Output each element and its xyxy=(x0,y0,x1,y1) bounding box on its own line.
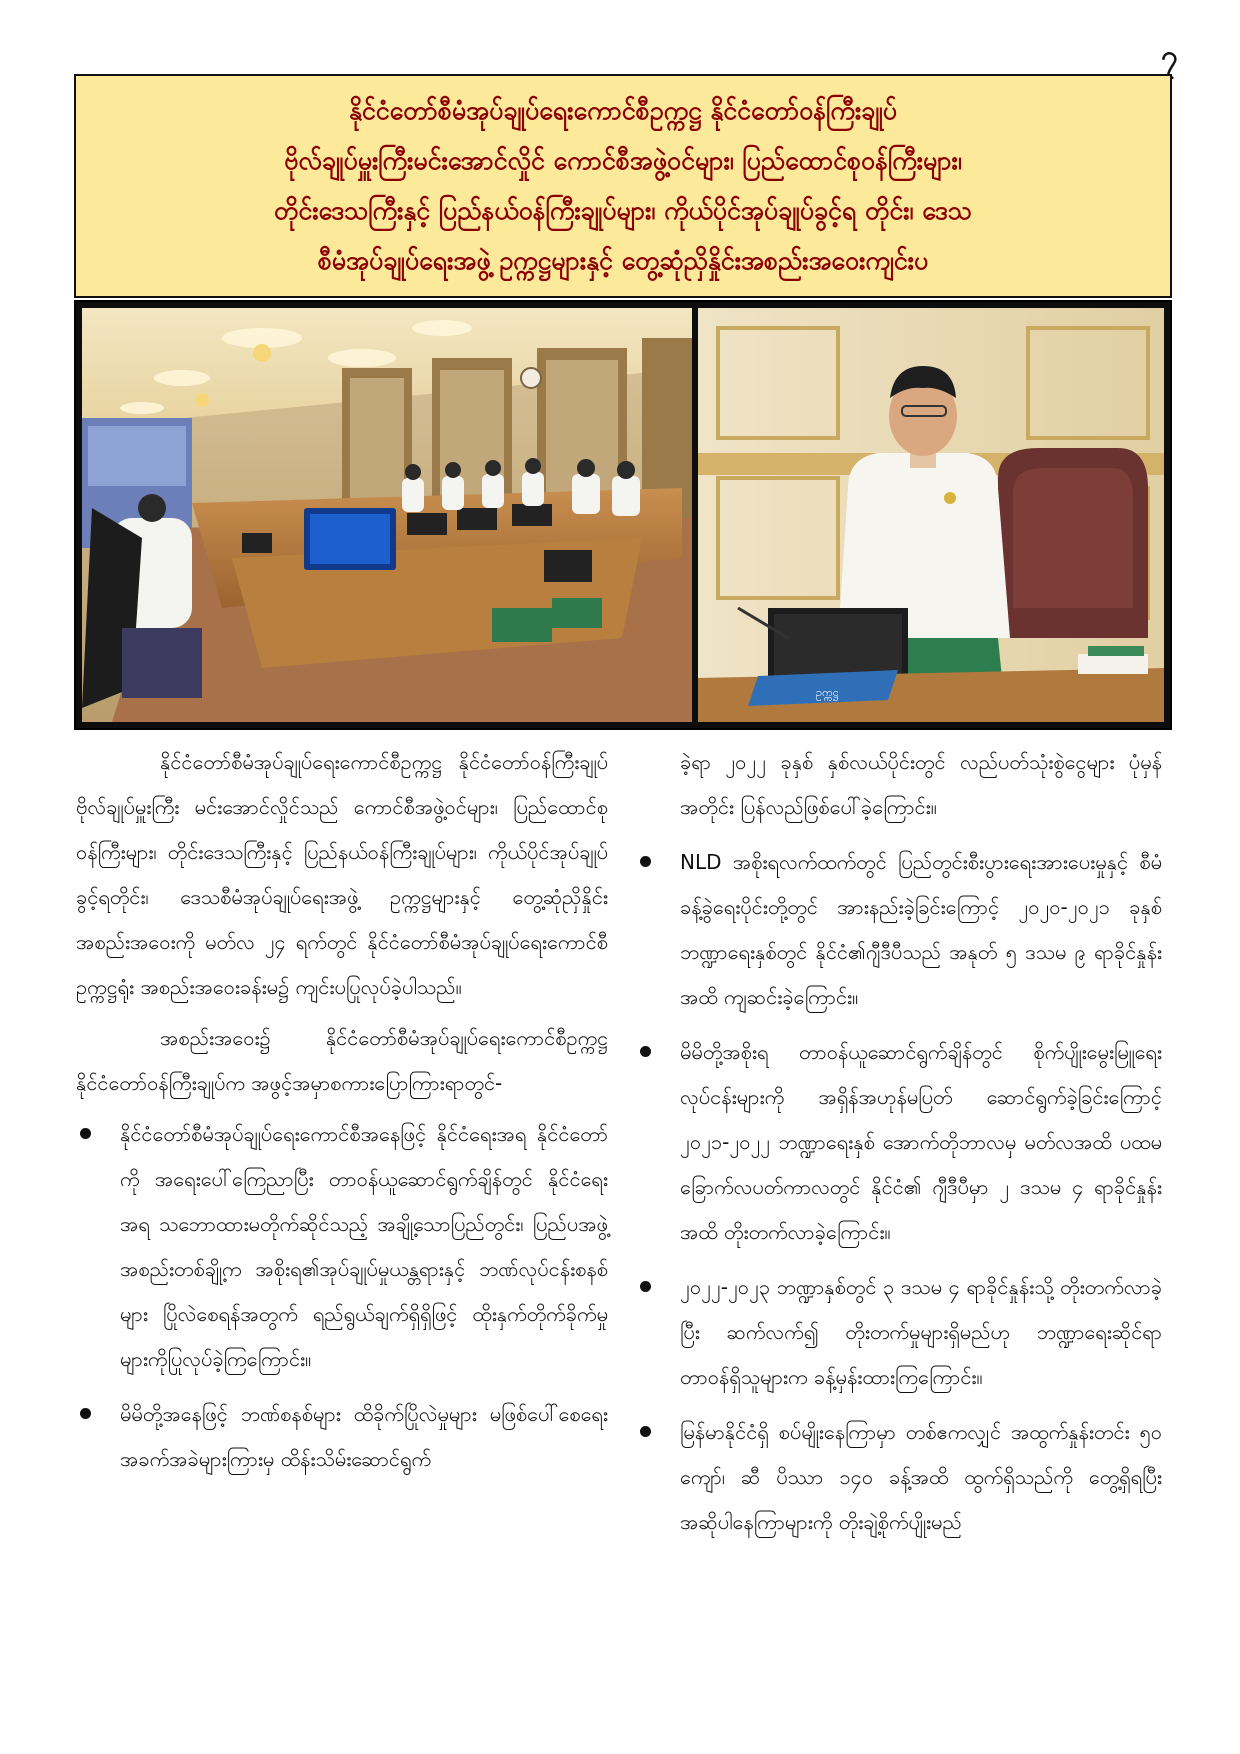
list-item xyxy=(76,1112,608,1382)
list-item xyxy=(636,1410,1162,1545)
page-number: ၇ xyxy=(1161,39,1178,74)
meeting-hall-photo xyxy=(82,308,692,722)
headline-box xyxy=(74,74,1172,298)
bullet-icon xyxy=(640,1046,651,1057)
chairman-photo xyxy=(698,308,1164,722)
bullet-text: ၂၀၂၂-၂၀၂၃ ဘဏ္ဍာနှစ်တွင် ၃ ဒသမ ၄ ရာခိုင်နှုန်းသို့ တိုးတက်လာခဲ့ပြီး ဆက်လက်၍ တိုးတက်မှုများရှိမည်ဟု ဘဏ္ဍာရေးဆိုင်ရာ တာဝန်ရှိသူများက ခန့်မှန်းထားကြကြောင်း။ xyxy=(680,1275,1162,1389)
meeting-hall-illustration xyxy=(82,308,692,722)
list-item xyxy=(636,840,1162,1020)
bullet-icon xyxy=(640,1426,651,1437)
list-item xyxy=(636,1030,1162,1255)
right-column xyxy=(636,740,1162,1555)
bullet-text: မိမိတို့အနေဖြင့် ဘဏ်စနစ်များ ထိခိုက်ပြိုလဲမှုများ မဖြစ်ပေါ်စေရေး အခက်အခဲများကြားမှ ထိန်းသိမ်းဆောင်ရွက် xyxy=(120,1402,608,1471)
bullet-text: မိမိတို့အစိုးရ တာဝန်ယူဆောင်ရွက်ချိန်တွင် စိုက်ပျိုးမွေးမြူရေးလုပ်ငန်းများကို အရှိန်အဟုန်မပြတ် ဆောင်ရွက်ခဲ့ခြင်းကြောင့် ၂၀၂၁-၂၀၂၂ ဘဏ္ဍာရေးနှစ် အောက်တိုဘာလမှ မတ်လအထိ ပထမခြောက်လပတ်ကာလတွင် နိုင်ငံ၏ ဂျီဒီပီမှာ ၂ ဒသမ ၄ ရာခိုင်နှုန်းအထိ တိုးတက်လာခဲ့ကြောင်း။ xyxy=(680,1040,1162,1244)
speech-points-list-continued xyxy=(636,840,1162,1545)
bullet-text: နိုင်ငံတော်စီမံအုပ်ချုပ်ရေးကောင်စီအနေဖြင့် နိုင်ငံရေးအရ နိုင်ငံတော်ကို အရေးပေါ်ကြေညာပြီး တာဝန်ယူဆောင်ရွက်ချိန်တွင် နိုင်ငံရေးအရ သဘောထားမတိုက်ဆိုင်သည့် အချို့သောပြည်တွင်း၊ ပြည်ပအဖွဲ့အစည်းတစ်ချို့က အစိုးရ၏အုပ်ချုပ်မှုယန္တရားနှင့် ဘဏ်လုပ်ငန်းစနစ်များ ပြိုလဲစေရန်အတွက် ရည်ရွယ်ချက်ရှိရှိဖြင့် ထိုးနှက်တိုက်ခိုက်မှုများကိုပြုလုပ်ခဲ့ကြကြောင်း။ xyxy=(120,1122,608,1371)
bullet-text: NLD အစိုးရလက်ထက်တွင် ပြည်တွင်းစီးပွားရေးအားပေးမှုနှင့် စီမံခန့်ခွဲရေးပိုင်းတို့တွင် အားနည်းခဲ့ခြင်းကြောင့် ၂၀၂၀-၂၀၂၁ ခုနှစ် ဘဏ္ဍာရေးနှစ်တွင် နိုင်ငံ၏ဂျီဒီပီသည် အနုတ် ၅ ဒသမ ၉ ရာခိုင်နှုန်းအထိ ကျဆင်းခဲ့ကြောင်း။ xyxy=(680,850,1162,1009)
headline-line: ဗိုလ်ချုပ်မှူးကြီးမင်းအောင်လှိုင် ကောင်စီအဖွဲ့ဝင်များ၊ ပြည်ထောင်စုဝန်ကြီးများ၊ xyxy=(284,146,962,175)
bullet-icon xyxy=(640,856,651,867)
headline-line: နိုင်ငံတော်စီမံအုပ်ချုပ်ရေးကောင်စီဥက္ကဋ္ဌ နိုင်ငံတော်ဝန်ကြီးချုပ် xyxy=(348,96,898,125)
bullet-icon xyxy=(80,1128,91,1139)
speech-points-list xyxy=(76,1112,608,1482)
chairman-nameplate: ဥက္ကဋ္ဌ xyxy=(816,686,839,699)
photo-strip xyxy=(74,300,1172,730)
continued-bullet-text: ခဲ့ရာ ၂၀၂၂ ခုနှစ် နှစ်လယ်ပိုင်းတွင် လည်ပတ်သုံးစွဲငွေများ ပုံမှန်အတိုင်း ပြန်လည်ဖြစ်ပေါ်ခဲ့ကြောင်း။ xyxy=(680,750,1162,819)
headline-line: စီမံအုပ်ချုပ်ရေးအဖွဲ့ ဥက္ကဋ္ဌများနှင့် တွေ့ဆုံညှိနှိုင်းအစည်းအဝေးကျင်းပ xyxy=(317,246,929,275)
bullet-icon xyxy=(640,1281,651,1292)
bullet-text: မြန်မာနိုင်ငံရှိ စပ်မျိုးနေကြာမှာ တစ်ဧကလျှင် အထွက်နှုန်းတင်း ၅၀ ကျော်၊ ဆီ ပိဿာ ၁၄၀ ခန့်အထိ ထွက်ရှိသည်ကို တွေ့ရှိရပြီး အဆိုပါနေကြာများကို တိုးချဲ့စိုက်ပျိုးမည် xyxy=(680,1420,1162,1534)
list-item xyxy=(76,1392,608,1482)
bullet-icon xyxy=(80,1408,91,1419)
left-column xyxy=(76,740,608,1492)
speech-intro-paragraph: အစည်းအဝေး၌ နိုင်ငံတော်စီမံအုပ်ချုပ်ရေးကောင်စီဥက္ကဋ္ဌ နိုင်ငံတော်ဝန်ကြီးချုပ်က အဖွင့်အမှာစကားပြောကြားရာတွင်- xyxy=(76,1026,608,1095)
intro-paragraph: နိုင်ငံတော်စီမံအုပ်ချုပ်ရေးကောင်စီဥက္ကဋ္ဌ နိုင်ငံတော်ဝန်ကြီးချုပ် ဗိုလ်ချုပ်မှူးကြီး မင်းအောင်လှိုင်သည် ကောင်စီအဖွဲ့ဝင်များ၊ ပြည်ထောင်စုဝန်ကြီးများ၊ တိုင်းဒေသကြီးနှင့် ပြည်နယ်ဝန်ကြီးချုပ်များ၊ ကိုယ်ပိုင်အုပ်ချုပ်ခွင့်ရတိုင်း၊ ဒေသစီမံအုပ်ချုပ်ရေးအဖွဲ့ ဥက္ကဋ္ဌများနှင့် တွေ့ဆုံညှိနှိုင်းအစည်းအဝေးကို မတ်လ ၂၄ ရက်တွင် နိုင်ငံတော်စီမံအုပ်ချုပ်ရေးကောင်စီဥက္ကဋ္ဌရုံး အစည်းအဝေးခန်းမ၌ ကျင်းပပြုလုပ်ခဲ့ပါသည်။ xyxy=(76,750,608,999)
list-item xyxy=(636,1265,1162,1400)
chairman-illustration xyxy=(698,308,1164,722)
headline-line: တိုင်းဒေသကြီးနှင့် ပြည်နယ်ဝန်ကြီးချုပ်များ၊ ကိုယ်ပိုင်အုပ်ချုပ်ခွင့်ရ တိုင်း၊ ဒေသ xyxy=(274,196,972,225)
